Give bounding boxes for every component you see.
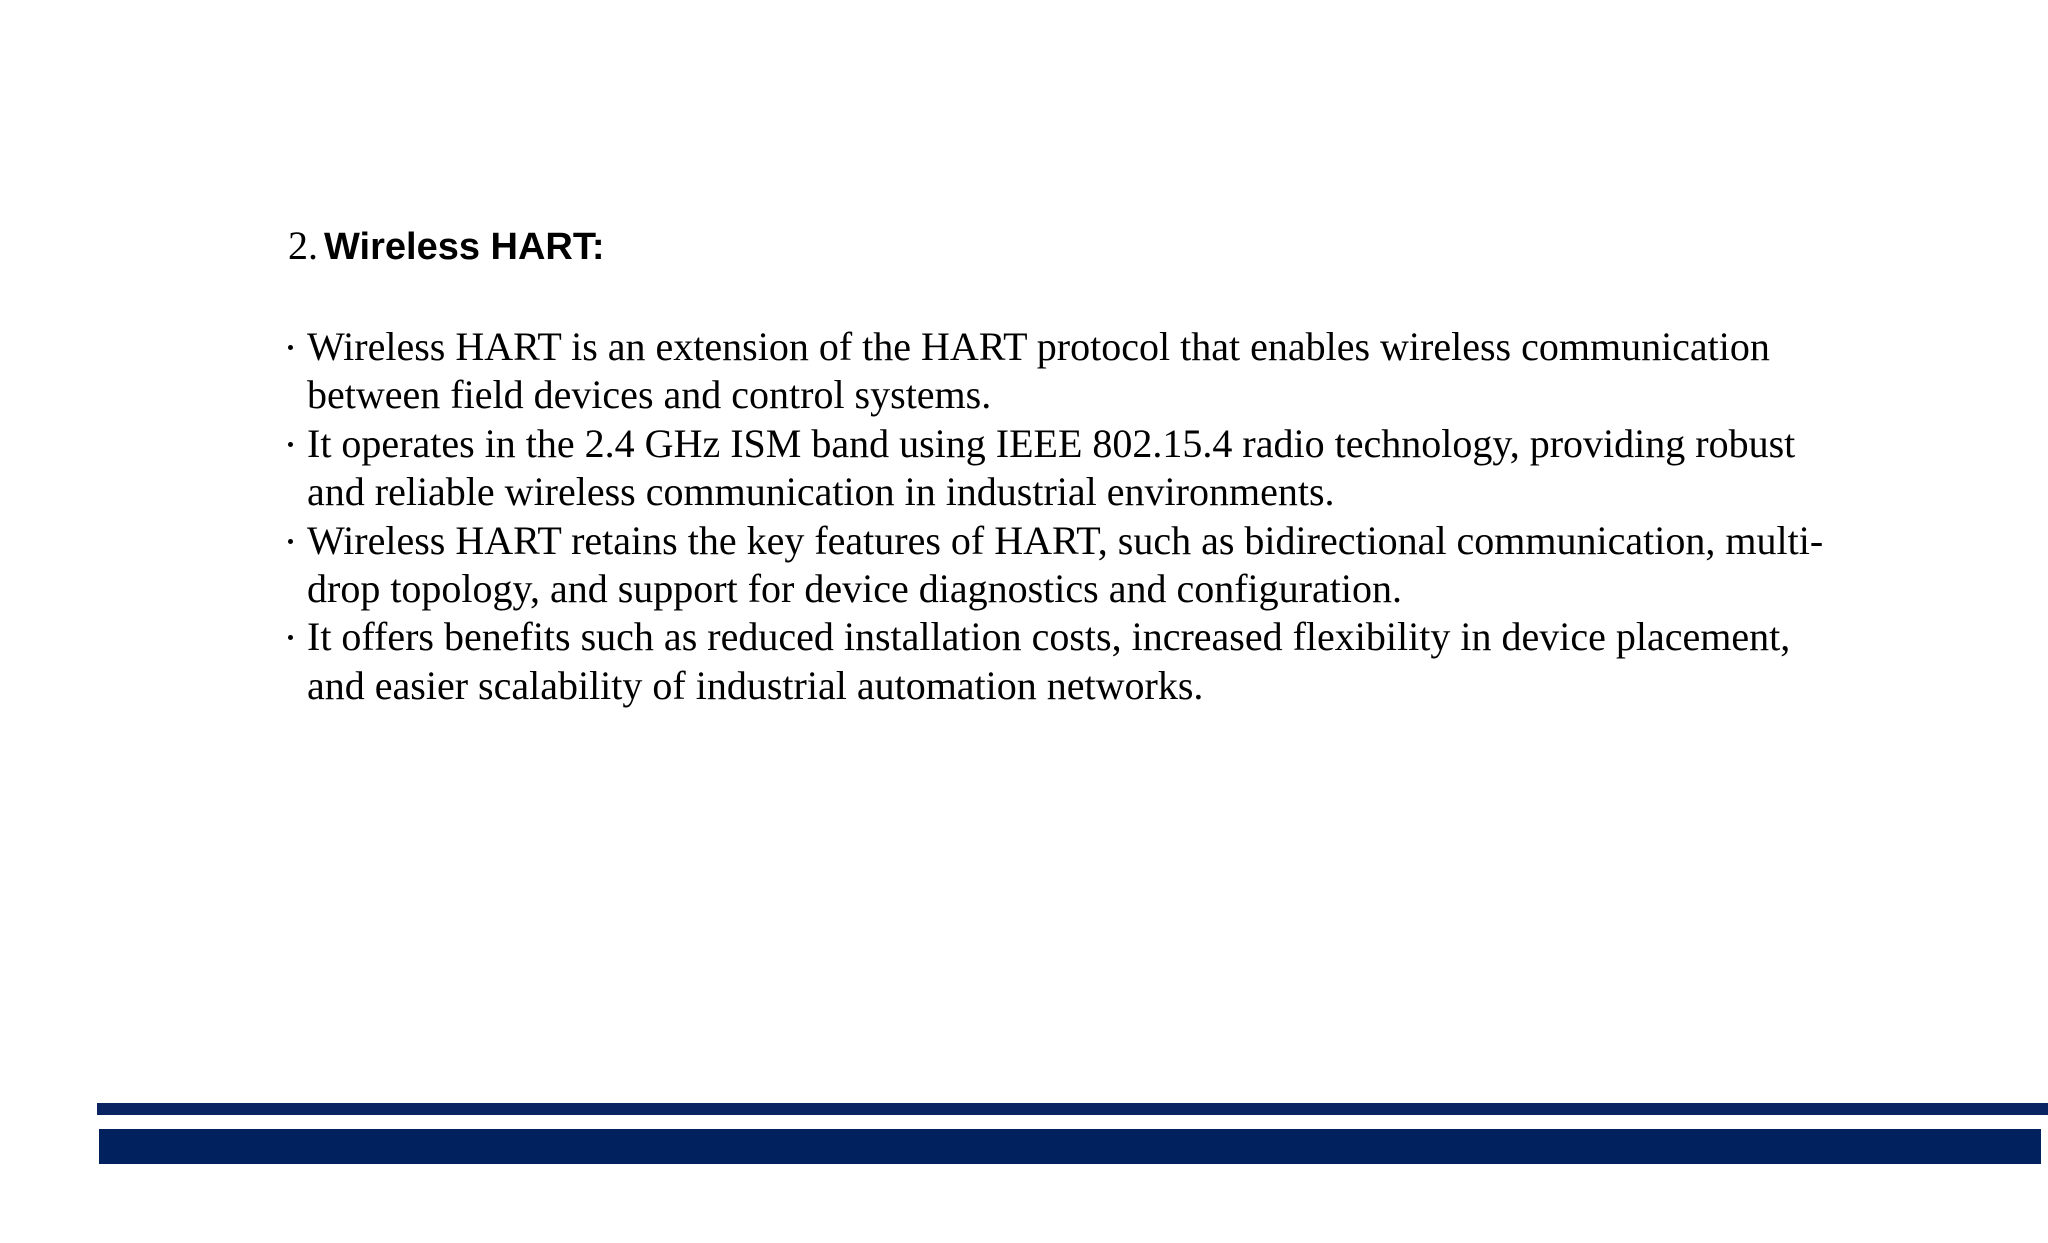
bullet-dot-icon (288, 635, 293, 640)
bullet-text: It operates in the 2.4 GHz ISM band using IEEE 802.15.4 radio technology, providing robust and reliable wireless communication in industrial environments. (307, 420, 1796, 515)
section-number: 2. (288, 223, 318, 268)
bullet-item (288, 323, 1848, 420)
bullet-text: Wireless HART is an extension of the HART protocol that enables wireless communication between field devices and control systems. (307, 324, 1770, 418)
bullet-dot-icon (288, 442, 293, 447)
bullet-text: It offers benefits such as reduced installation costs, increased flexibility in device placement, and easier scalability of industrial automation networks. (307, 614, 1791, 708)
bullet-item (288, 420, 1848, 517)
footer-bar (99, 1129, 2041, 1164)
bullet-item (288, 517, 1848, 614)
bullet-item (288, 613, 1848, 710)
bullet-text: Wireless HART retains the key features of HART, such as bidirectional communication, multi-drop topology, and support for device diagnostics and configuration. (307, 517, 1824, 612)
bullet-dot-icon (288, 345, 293, 350)
bullet-list (288, 323, 1848, 710)
section-title: Wireless HART: (324, 226, 605, 268)
section-heading (288, 220, 605, 278)
footer-divider-thin (97, 1103, 2048, 1115)
bullet-dot-icon (288, 539, 293, 544)
